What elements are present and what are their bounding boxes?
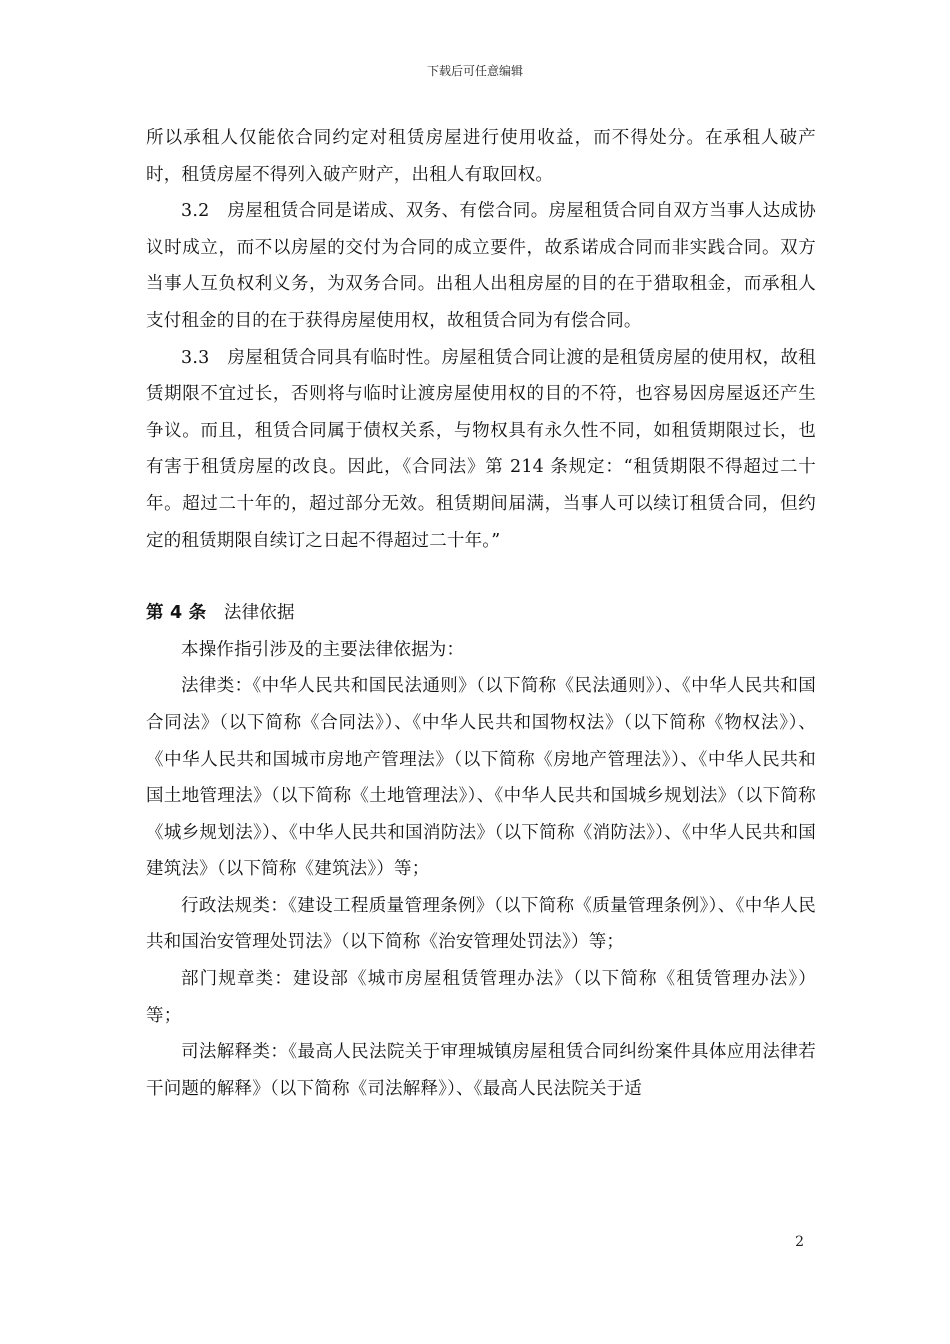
page-header: 下载后可任意编辑 xyxy=(426,64,523,78)
paragraph-3-3: 3.3 房屋租赁合同具有临时性。房屋租赁合同让渡的是租赁房屋的使用权，故租赁期限不宜过长，否则将与临时让渡房屋使用权的目的不符，也容易因房屋返还产生争议。而且，租赁合同属于债权关系，与物权具有永久性不同，如租赁期限过长，也有害于租赁房屋的改良。因此，《合同法》第 214 条规定：“租赁期限不得超过二十年。超过二十年的，超过部分无效。租赁期间届满，当事人可以续订租赁合同，但约定的租赁期限自续订之日起不得超过二十年。” xyxy=(146,347,816,551)
laws-paragraph: 法律类：《中华人民共和国民法通则》（以下简称《民法通则》）、《中华人民共和国合同法》（以下简称《合同法》）、《中华人民共和国物权法》（以下简称《物权法》）、《中华人民共和国城市房地产管理法》（以下简称《房地产管理法》）、《中华人民共和国土地管理法》（以下简称《土地管理法》）、《中华人民共和国城乡规划法》（以下简称《城乡规划法》）、《中华人民共和国消防法》（以下简称《消防法》）、《中华人民共和国建筑法》（以下简称《建筑法》）等； xyxy=(146,676,817,880)
dept-rules-paragraph: 部门规章类：建设部《城市房屋租赁管理办法》（以下简称《租赁管理办法》）等； xyxy=(146,969,816,1026)
document-body xyxy=(146,120,816,1107)
judicial-interpretation-paragraph: 司法解释类：《最高人民法院关于审理城镇房屋租赁合同纠纷案件具体应用法律若干问题的解释》（以下简称《司法解释》）、《最高人民法院关于适 xyxy=(146,1042,816,1099)
page-number: 2 xyxy=(795,1234,804,1250)
article-4-intro: 本操作指引涉及的主要法律依据为： xyxy=(181,639,465,660)
article-4-heading xyxy=(146,595,816,632)
article-title: 法律依据 xyxy=(223,603,295,624)
paragraph-continuation: 所以承租人仅能依合同约定对租赁房屋进行使用收益，而不得处分。在承租人破产时，租赁房屋不得列入破产财产，出租人有取回权。 xyxy=(146,128,816,185)
admin-regulations-paragraph: 行政法规类：《建设工程质量管理条例》（以下简称《质量管理条例》）、《中华人民共和国治安管理处罚法》（以下简称《治安管理处罚法》）等； xyxy=(146,895,816,953)
article-number: 第 4 条 xyxy=(146,603,207,624)
paragraph-3-2: 3.2 房屋租赁合同是诺成、双务、有偿合同。房屋租赁合同自双方当事人达成协议时成立，而不以房屋的交付为合同的成立要件，故系诺成合同而非实践合同。双方当事人互负权利义务，为双务合同。出租人出租房屋的目的在于猎取租金，而承租人支付租金的目的在于获得房屋使用权，故租赁合同为有偿合同。 xyxy=(146,201,816,331)
